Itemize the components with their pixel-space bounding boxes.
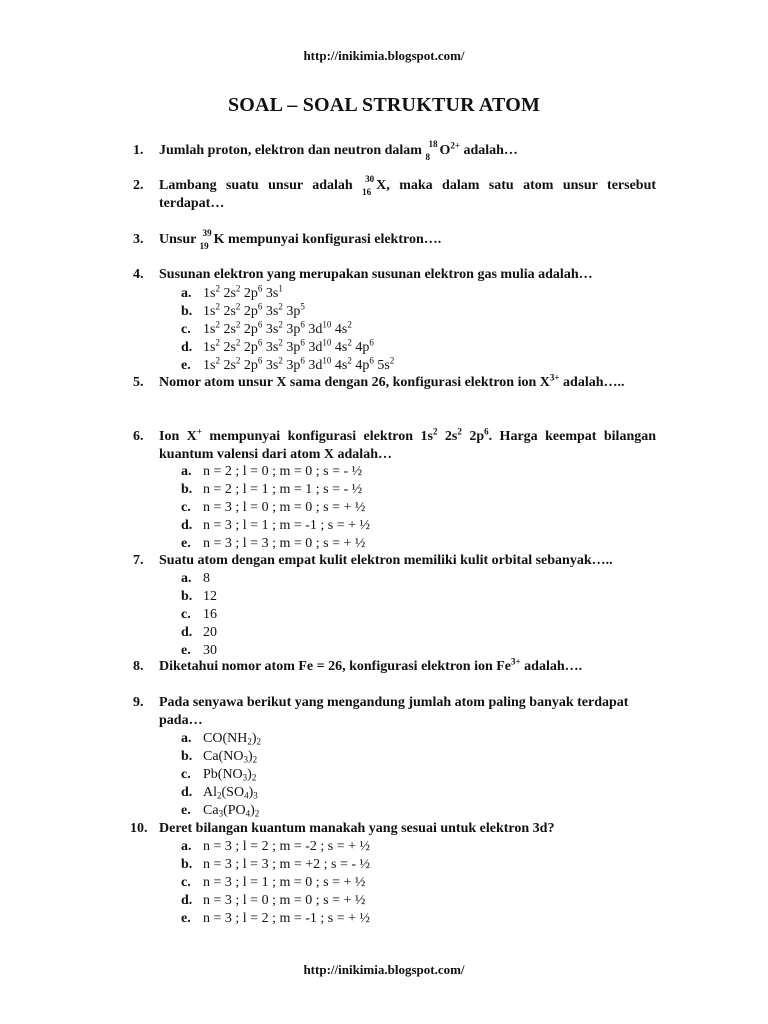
config-exponent: 6: [369, 337, 374, 348]
isotope-notation: 39 19: [199, 228, 212, 251]
option-letter: a.: [181, 839, 192, 854]
config-exponent: 6: [257, 319, 263, 330]
config-term: $2p^6$: [469, 426, 489, 444]
option-text: $1s^2$ $2s^2$ $2p^6$ $3s^2$ $3p^6$ $3d^{10}$ $4s^2$: [203, 319, 352, 337]
option-item: [181, 535, 370, 553]
question-text: Suatu atom dengan empat kulit elektron memiliki kulit orbital sebanyak…..: [159, 553, 613, 568]
formula-subscript: 3: [218, 808, 224, 819]
option-letter: b.: [181, 304, 193, 319]
option-item: [181, 303, 394, 321]
config-exponent: 6: [257, 283, 263, 294]
option-letter: d.: [181, 785, 193, 800]
question-4: [133, 266, 656, 284]
q4-options: [181, 285, 394, 375]
option-text: n = 3 ; l = 2 ; m = -1 ; s = + ½: [203, 911, 371, 926]
ion-charge: 3+: [511, 656, 521, 667]
config-exponent: 2: [215, 319, 220, 330]
option-text: n = 3 ; l = 1 ; m = -1 ; s = + ½: [203, 518, 371, 533]
option-text: $CO(NH_2)_2$: [203, 731, 262, 747]
option-letter: d.: [181, 893, 193, 908]
config-exponent: 2: [235, 337, 241, 348]
option-item: [181, 570, 217, 588]
option-text: $1s^2$ $2s^2$ $2p^6$ $3s^2$ $3p^5$: [203, 301, 305, 319]
question-text-end: adalah…..: [563, 375, 625, 390]
question-text: Unsur: [159, 232, 197, 247]
question-number: 5.: [133, 375, 144, 390]
question-text: Deret bilangan kuantum manakah yang sesuai untuk elektron 3d?: [159, 821, 555, 836]
option-letter: a.: [181, 731, 192, 746]
question-number: 6.: [133, 429, 144, 444]
formula-subscript: 4: [245, 808, 251, 819]
formula-subscript: 2: [251, 772, 257, 783]
formula-subscript: 3: [253, 790, 258, 801]
option-text: n = 2 ; l = 1 ; m = 1 ; s = - ½: [203, 482, 363, 497]
config-exponent: 6: [369, 355, 374, 366]
question-text-end: mempunyai konfigurasi elektron….: [227, 232, 442, 247]
option-letter: e.: [181, 911, 191, 926]
question-text-mid: mempunyai konfigurasi elektron: [209, 429, 414, 444]
question-7: [133, 552, 656, 570]
option-item: [181, 766, 261, 784]
element-symbol: K: [213, 232, 225, 247]
option-item: [181, 748, 261, 766]
formula-subscript: 3: [242, 772, 248, 783]
option-letter: a.: [181, 286, 192, 301]
formula-subscript: 2: [217, 790, 222, 801]
config-exponent: 2: [347, 355, 352, 366]
option-item: [181, 730, 261, 748]
formula-subscript: 2: [254, 808, 260, 819]
config-exponent: 2: [278, 337, 283, 348]
config-exponent: 2: [235, 355, 241, 366]
option-letter: c.: [181, 875, 191, 890]
config-exponent: 6: [300, 355, 305, 366]
option-letter: c.: [181, 500, 191, 515]
option-item: [181, 588, 217, 606]
option-item: [181, 339, 394, 357]
question-text: Lambang suatu unsur adalah: [159, 178, 353, 193]
formula-subscript: 2: [247, 736, 252, 747]
option-letter: b.: [181, 482, 193, 497]
config-exponent: 10: [322, 337, 332, 348]
question-number: 7.: [133, 553, 144, 568]
question-9: [133, 694, 633, 730]
option-letter: d.: [181, 518, 193, 533]
option-item: [181, 784, 261, 802]
option-item: [181, 285, 394, 303]
option-letter: e.: [181, 643, 191, 658]
option-text: $Ca(NO_3)_2$: [203, 749, 258, 765]
option-item: [181, 481, 370, 499]
config-exponent: 2: [278, 301, 283, 312]
config-exponent: 2: [235, 319, 241, 330]
question-number: 2.: [133, 178, 144, 193]
option-item: [181, 874, 370, 892]
formula-subscript: 4: [244, 790, 249, 801]
question-number: 8.: [133, 659, 144, 674]
config-exponent: 1: [278, 283, 283, 294]
option-text: 30: [203, 643, 217, 658]
ion-charge: 2+: [450, 140, 460, 151]
question-text: Pada senyawa berikut yang mengandung jumlah atom paling banyak terdapat pada…: [159, 695, 629, 728]
option-letter: c.: [181, 322, 191, 337]
option-letter: c.: [181, 607, 191, 622]
config-exponent: 2: [215, 355, 220, 366]
option-text: 12: [203, 589, 217, 604]
question-text-end: adalah…: [463, 143, 518, 158]
question-number: 9.: [133, 695, 144, 710]
question-number: 10.: [130, 821, 148, 836]
option-text: $Al_2(SO_4)_3$: [203, 785, 258, 801]
option-text: $Ca_3(PO_4)_2$: [203, 803, 260, 819]
option-letter: e.: [181, 536, 191, 551]
option-text: $1s^2$ $2s^2$ $2p^6$ $3s^2$ $3p^6$ $3d^{10}$ $4s^2$ $4p^6$: [203, 337, 374, 355]
option-item: [181, 499, 370, 517]
option-text: $1s^2$ $2s^2$ $2p^6$ $3s^2$ $3p^6$ $3d^{10}$ $4s^2$ $4p^6$ $5s^2$: [203, 355, 395, 373]
option-letter: c.: [181, 767, 191, 782]
option-letter: e.: [181, 358, 191, 373]
question-10: [130, 820, 656, 838]
config-exponent: 2: [347, 337, 352, 348]
isotope-notation: 18 8: [425, 139, 438, 162]
page-title: SOAL – SOAL STRUKTUR ATOM: [227, 94, 541, 116]
ion-charge: +: [196, 426, 202, 437]
config-exponent: 2: [235, 301, 241, 312]
config-exponent: 10: [322, 319, 332, 330]
config-exponent: 6: [300, 337, 305, 348]
option-letter: b.: [181, 749, 193, 764]
question-text: Nomor atom unsur X sama dengan 26, konfigurasi elektron ion X: [159, 375, 550, 390]
option-text: n = 3 ; l = 2 ; m = -2 ; s = + ½: [203, 839, 371, 854]
config-term: $1s^2$: [420, 426, 438, 444]
question-text-end: adalah….: [524, 659, 583, 674]
option-letter: e.: [181, 803, 191, 818]
option-text: 16: [203, 607, 217, 622]
option-letter: a.: [181, 464, 192, 479]
config-exponent: 2: [278, 355, 283, 366]
config-term: $2s^2$: [444, 426, 462, 444]
config-exponent: 2: [347, 319, 352, 330]
element-symbol: X: [376, 178, 387, 193]
option-letter: b.: [181, 589, 193, 604]
option-item: [181, 838, 370, 856]
option-item: [181, 910, 370, 928]
question-3: [133, 228, 656, 251]
option-text: n = 3 ; l = 0 ; m = 0 ; s = + ½: [203, 893, 366, 908]
option-text: $Pb(NO_3)_2$: [203, 767, 257, 783]
option-letter: b.: [181, 857, 193, 872]
question-5: [133, 374, 656, 392]
question-number: 1.: [133, 143, 144, 158]
option-item: [181, 357, 394, 375]
option-item: [181, 321, 394, 339]
option-letter: d.: [181, 625, 193, 640]
q6-options: [181, 463, 370, 553]
config-exponent: 5: [300, 301, 305, 312]
option-item: [181, 802, 261, 820]
header-url: http://inikimia.blogspot.com/: [303, 48, 465, 63]
config-exponent: 2: [215, 283, 220, 294]
formula-subscript: 2: [252, 754, 258, 765]
config-exponent: 2: [215, 301, 220, 312]
option-text: n = 3 ; l = 3 ; m = +2 ; s = - ½: [203, 857, 371, 872]
option-text: n = 2 ; l = 0 ; m = 0 ; s = - ½: [203, 464, 363, 479]
question-text: Jumlah proton, elektron dan neutron dalam: [159, 143, 422, 158]
config-exponent: 6: [257, 337, 263, 348]
option-item: [181, 463, 370, 481]
config-exponent: 2: [389, 355, 395, 366]
question-1: [133, 139, 656, 162]
question-text: Susunan elektron yang merupakan susunan elektron gas mulia adalah…: [159, 267, 593, 282]
config-exponent: 2: [215, 337, 220, 348]
footer-url: http://inikimia.blogspot.com/: [303, 962, 465, 977]
option-letter: d.: [181, 340, 193, 355]
question-number: 3.: [133, 232, 144, 247]
question-text-end: , maka dalam satu atom unsur tersebut terdapat…: [159, 178, 657, 211]
question-6: [133, 428, 656, 464]
formula-subscript: 2: [256, 736, 262, 747]
option-item: [181, 856, 370, 874]
q7-options: [181, 570, 217, 660]
question-text-end: . Harga keempat bilangan kuantum valensi dari atom X adalah…: [159, 429, 657, 462]
config-exponent: 2: [235, 283, 241, 294]
q10-options: [181, 838, 370, 928]
q9-options: [181, 730, 261, 820]
element-symbol: O: [439, 143, 451, 158]
question-text: Ion X: [159, 429, 197, 444]
config-exponent: 6: [257, 301, 263, 312]
question-number: 4.: [133, 267, 144, 282]
config-exponent: 10: [322, 355, 332, 366]
question-2: [133, 174, 657, 213]
option-text: 20: [203, 625, 217, 640]
question-text: Diketahui nomor atom Fe = 26, konfigurasi elektron ion Fe: [159, 659, 512, 674]
config-exponent: 2: [278, 319, 283, 330]
ion-charge: 3+: [549, 372, 560, 383]
option-letter: a.: [181, 571, 192, 586]
isotope-notation: 30 16: [362, 174, 375, 197]
question-8: [133, 658, 656, 676]
option-item: [181, 517, 370, 535]
option-item: [181, 892, 370, 910]
config-exponent: 6: [300, 319, 305, 330]
option-text: n = 3 ; l = 3 ; m = 0 ; s = + ½: [203, 536, 366, 551]
option-text: n = 3 ; l = 1 ; m = 0 ; s = + ½: [203, 875, 366, 890]
option-text: $1s^2$ $2s^2$ $2p^6$ $3s^1$: [203, 283, 283, 301]
option-text: 8: [203, 571, 210, 586]
config-exponent: 6: [257, 355, 263, 366]
option-item: [181, 606, 217, 624]
option-item: [181, 624, 217, 642]
formula-subscript: 3: [243, 754, 248, 765]
option-text: n = 3 ; l = 0 ; m = 0 ; s = + ½: [203, 500, 366, 515]
